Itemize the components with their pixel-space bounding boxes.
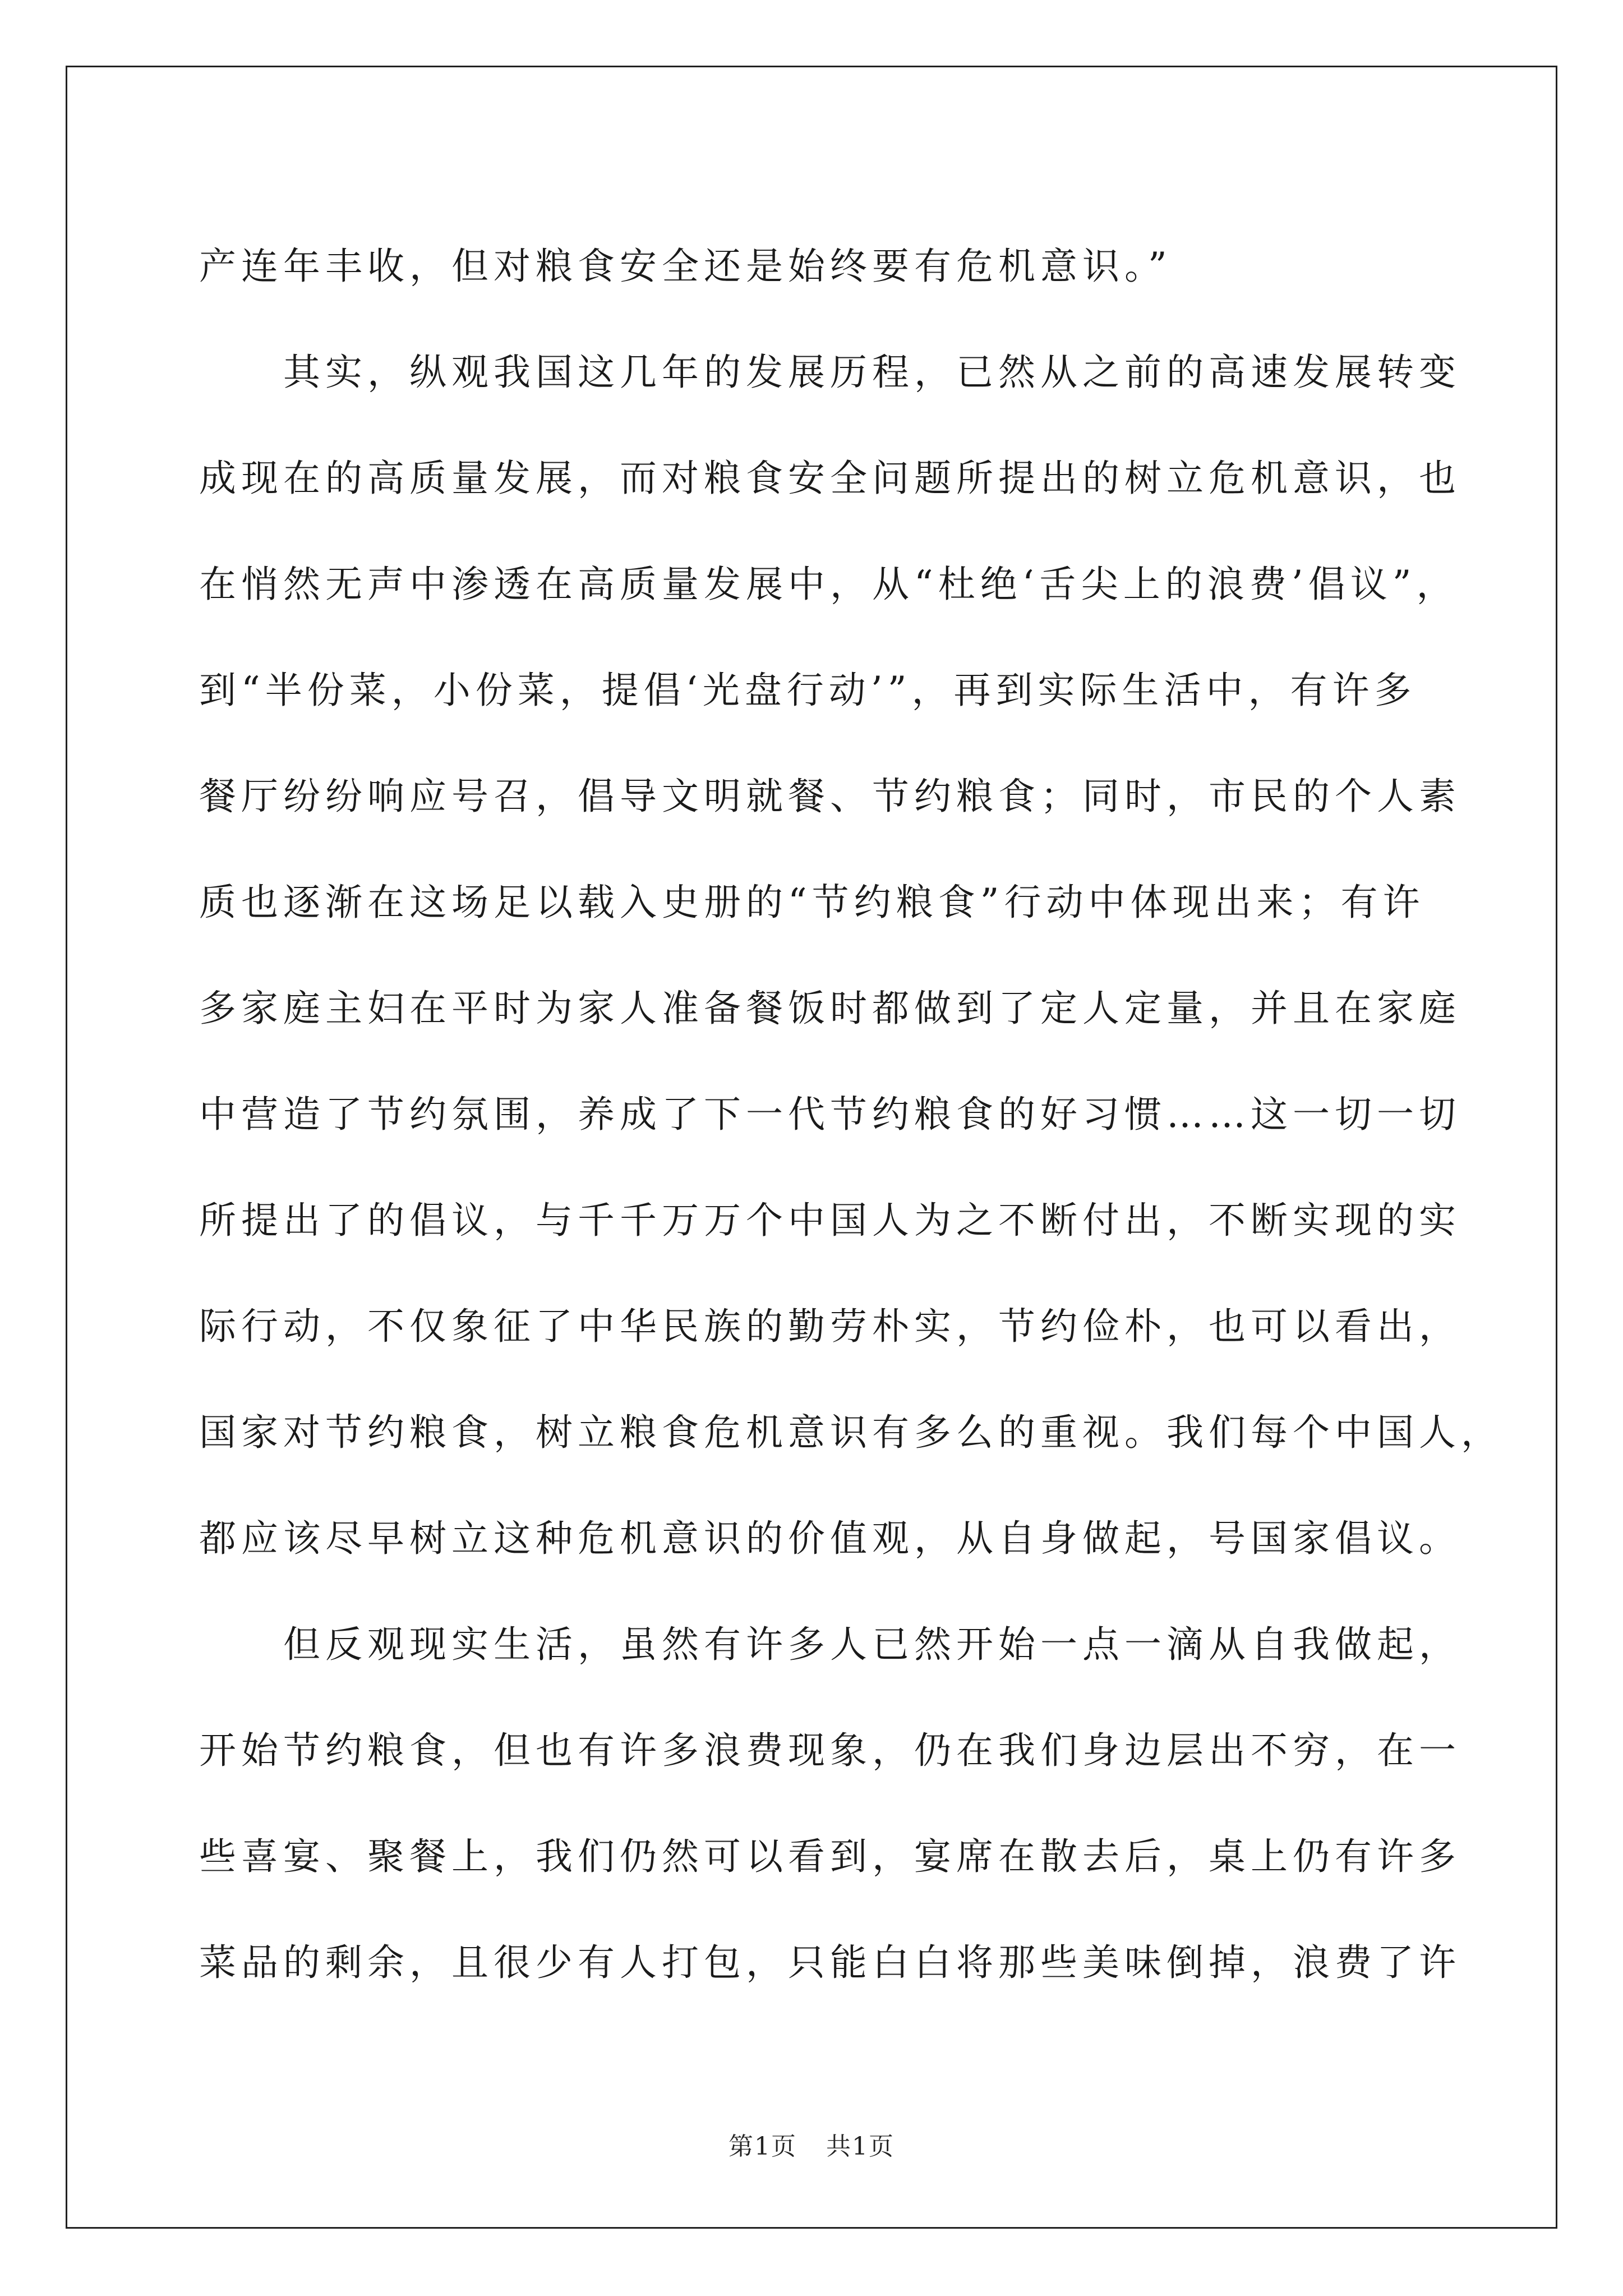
text-line: 质也逐渐在这场足以载入史册的“节约粮食”行动中体现出来；有许 xyxy=(199,881,1425,924)
text-line: 际行动，不仅象征了中华民族的勤劳朴实，节约俭朴，也可以看出， xyxy=(199,1305,1461,1348)
text-line: 餐厅纷纷响应号召，倡导文明就餐、节约粮食；同时，市民的个人素 xyxy=(199,775,1461,818)
document-body xyxy=(199,213,1503,2016)
text-line: 在悄然无声中渗透在高质量发展中，从“杜绝‘舌尖上的浪费’倡议”， xyxy=(199,563,1459,606)
page-total: 共1页 xyxy=(826,2132,895,2161)
text-line: 都应该尽早树立这种危机意识的价值观，从自身做起，号国家倡议。 xyxy=(199,1517,1461,1560)
text-line: 产连年丰收，但对粮食安全还是始终要有危机意识。” xyxy=(199,245,1172,288)
text-line: 开始节约粮食，但也有许多浪费现象，仍在我们身边层出不穷，在一 xyxy=(199,1729,1461,1772)
text-line: 所提出了的倡议，与千千万万个中国人为之不断付出，不断实现的实 xyxy=(199,1199,1461,1242)
text-line: 多家庭主妇在平时为家人准备餐饭时都做到了定人定量，并且在家庭 xyxy=(199,987,1461,1030)
text-line: 但反观现实生活，虽然有许多人已然开始一点一滴从自我做起， xyxy=(199,1623,1461,1666)
text-line: 到“半份菜，小份菜，提倡‘光盘行动’”，再到实际生活中，有许多 xyxy=(199,669,1417,712)
text-line: 成现在的高质量发展，而对粮食安全问题所提出的树立危机意识，也 xyxy=(199,457,1461,500)
page-footer xyxy=(0,2126,1623,2162)
text-line: 菜品的剩余，且很少有人打包，只能白白将那些美味倒掉，浪费了许 xyxy=(199,1941,1461,1984)
text-line: 中营造了节约氛围，养成了下一代节约粮食的好习惯……这一切一切 xyxy=(199,1093,1461,1136)
page-number: 第1页 xyxy=(728,2132,797,2161)
text-line: 些喜宴、聚餐上，我们仍然可以看到，宴席在散去后，桌上仍有许多 xyxy=(199,1835,1461,1878)
text-line: 其实，纵观我国这几年的发展历程，已然从之前的高速发展转变 xyxy=(199,351,1461,394)
text-line: 国家对节约粮食，树立粮食危机意识有多么的重视。我们每个中国人， xyxy=(199,1411,1503,1454)
